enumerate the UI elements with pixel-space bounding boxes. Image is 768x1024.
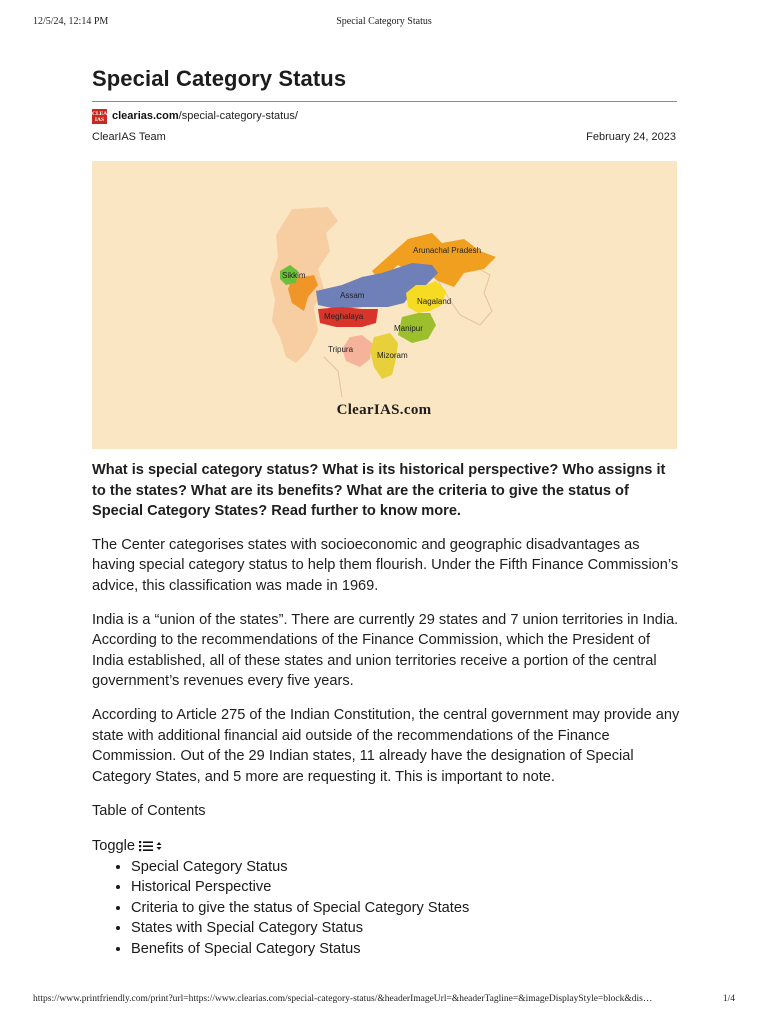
title-divider [92,101,677,102]
toc-item[interactable]: • Special Category Status [131,857,682,878]
label-nagaland: Nagaland [417,297,452,306]
article-title: Special Category Status [92,66,347,91]
label-assam: Assam [340,291,365,300]
toc-list [92,857,682,960]
body-paragraph: The Center categorises states with socioeconomic and geographic disadvantages as having special category status to help them flourish. Under the Fifth Finance Commission’s advice, this classification was made in 1969. [92,536,679,594]
label-arunachal-pradesh: Arunachal Pradesh [413,246,482,255]
toc-item[interactable]: • Benefits of Special Category Status [131,939,682,960]
label-tripura: Tripura [328,345,354,354]
author-name: ClearIAS Team [92,131,166,143]
print-doc-title: Special Category Status [336,16,432,27]
toc-heading: Table of Contents [92,803,206,820]
label-sikkim: Sikkim [282,271,306,280]
body-paragraph: India is a “union of the states”. There are currently 29 states and 7 union territories in India. According to the recommendations of the Finance Commission, which the President of India established, all of these states and union territories receive a portion of the central government’s revenues every five years. [92,611,679,690]
list-toggle-icon[interactable] [138,839,164,853]
publish-date: February 24, 2023 [586,131,676,143]
page-number: 1/4 [722,994,735,1004]
article-hero-image [92,161,677,449]
source-link[interactable] [92,108,298,124]
label-mizoram: Mizoram [377,351,408,360]
label-manipur: Manipur [394,324,423,333]
toc-item[interactable]: • Historical Perspective [131,877,682,898]
toc-toggle-label: Toggle [92,837,136,854]
border-line-south [324,357,342,397]
toc-toggle[interactable] [92,836,682,857]
print-datetime: 12/5/24, 12:14 PM [33,16,109,27]
print-source-url: https://www.printfriendly.com/print?url=https://www.clearias.com/special-category-status/&headerImageUrl=&headerTagline=&imageDisplayStyle=block&dis… [33,994,653,1004]
toc-item[interactable]: • States with Special Category Status [131,918,682,939]
northeast-india-map [92,161,677,449]
label-meghalaya: Meghalaya [324,312,364,321]
source-domain: clearias.com [112,110,179,122]
image-brand-watermark: ClearIAS.com [336,402,432,418]
lead-paragraph: What is special category status? What is its historical perspective? Who assigns it to the states? What are its benefits? What are the criteria to give the status of Special Category States? Read further to know more. [92,462,666,520]
toc-item[interactable]: • Criteria to give the status of Special Category States [131,898,682,919]
article-body [92,460,682,959]
body-paragraph: According to Article 275 of the Indian Constitution, the central government may provide any state with additional financial aid outside of the recommendations of the Finance Commission. Out of the 29 Indian states, 11 already have the designation of Special Category States, and 5 more are requesting it. This is important to note. [92,706,680,785]
site-logo-icon: CLEAR IAS [92,110,112,123]
source-path: /special-category-status/ [178,110,298,122]
